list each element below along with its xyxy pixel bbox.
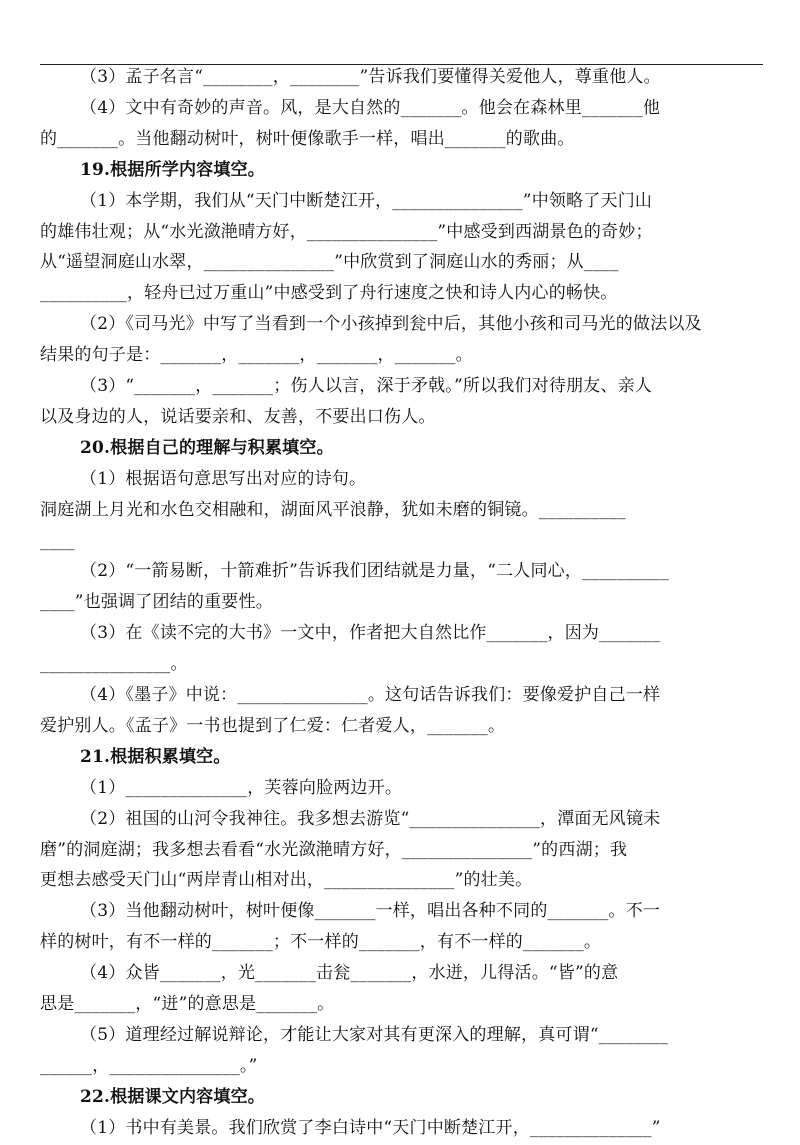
text-line: （2）“一箭易断，十箭难折”告诉我们团结就是力量，“二人同心，__________ xyxy=(80,561,670,582)
text-line: 以及身边的人，说话要亲和、友善，不要出口伤人。 xyxy=(40,406,436,427)
text-line: （4）文中有奇妙的声音。风，是大自然的_______。他会在森林里_______他 xyxy=(80,97,661,118)
text-line: 样的树叶，有不一样的_______；不一样的_______，有不一样的_______。 xyxy=(40,932,602,953)
text-line: （4）众皆_______，光_______击瓮_______，水迸，儿得活。“皆”的意 xyxy=(80,963,619,984)
text-line: __________，轻舟已过万重山”中感受到了舟行速度之快和诗人内心的畅快。 xyxy=(40,283,618,304)
text-line: （5）道理经过解说辩论，才能让大家对其有更深入的理解，真可谓“________ xyxy=(80,1024,669,1045)
text-line: （1）根据语句意思写出对应的诗句。 xyxy=(80,468,367,489)
text-line: 从“遥望洞庭山水翠，_______________”中欣赏到了洞庭山水的秀丽；从____ xyxy=(40,252,619,273)
text-line: （3）“_______，_______；伤人以言，深于矛戟。”所以我们对待朋友、亲人 xyxy=(80,376,653,396)
text-line: 磨”的洞庭湖；我多想去看看“水光潋滟晴方好，_______________”的西湖；我 xyxy=(40,839,628,860)
text-line: （4）《墨子》中说：_______________。这句话告诉我们：要像爱护自己一样 xyxy=(80,685,661,705)
section-heading: 20.根据自己的理解与积累填空。 xyxy=(80,437,334,458)
text-line: 爱护别人。《孟子》一书也提到了仁爱：仁者爱人，_______。 xyxy=(40,715,506,736)
text-line: 思是_______，“迸”的意思是_______。 xyxy=(40,994,335,1014)
text-line: 的雄伟壮观；从“水光潋滟晴方好，_______________”中感受到西湖景色的奇妙； xyxy=(40,221,653,242)
section-heading: 21.根据积累填空。 xyxy=(80,746,231,767)
text-line: （2）祖国的山河令我神往。我多想去游览“_______________，潭面无风镜未 xyxy=(80,808,661,829)
text-line: （3）孟子名言“________，________”告诉我们要懂得关爱他人，尊重他人。 xyxy=(80,67,661,87)
text-line: 更想去感受天门山“两岸青山相对出，_______________”的壮美。 xyxy=(40,870,533,891)
text-line: 洞庭湖上月光和水色交相融和，湖面风平浪静，犹如未磨的铜镜。__________ xyxy=(40,499,626,520)
text-line: （1）______________，芙蓉向脸两边开。 xyxy=(80,777,403,798)
text-line: 的_______。当他翻动树叶，树叶便像歌手一样，唱出_______的歌曲。 xyxy=(40,128,575,149)
text-line: （3）当他翻动树叶，树叶便像_______一样，唱出各种不同的_______。不一 xyxy=(80,901,661,922)
text-line: （1）本学期，我们从“天门中断楚江开，_______________”中领略了天门山 xyxy=(80,190,653,211)
text-line: （2）《司马光》中写了当看到一个小孩掉到瓮中后，其他小孩和司马光的做法以及 xyxy=(80,314,702,335)
text-line: ____”也强调了团结的重要性。 xyxy=(40,592,273,613)
text-line: _______________。 xyxy=(40,654,188,675)
section-heading: 22.根据课文内容填空。 xyxy=(80,1086,265,1107)
section-heading: 19.根据所学内容填空。 xyxy=(80,159,265,180)
text-line: （1）书中有美景。我们欣赏了李白诗中“天门中断楚江开，______________” xyxy=(80,1117,661,1138)
text-line: ____ xyxy=(40,530,75,551)
text-line: ______，_______________。” xyxy=(40,1055,258,1076)
text-line: （3）在《读不完的大书》一文中，作者把大自然比作_______，因为_______ xyxy=(80,623,661,644)
text-line: 结果的句子是：_______，_______，_______，_______。 xyxy=(40,345,473,366)
